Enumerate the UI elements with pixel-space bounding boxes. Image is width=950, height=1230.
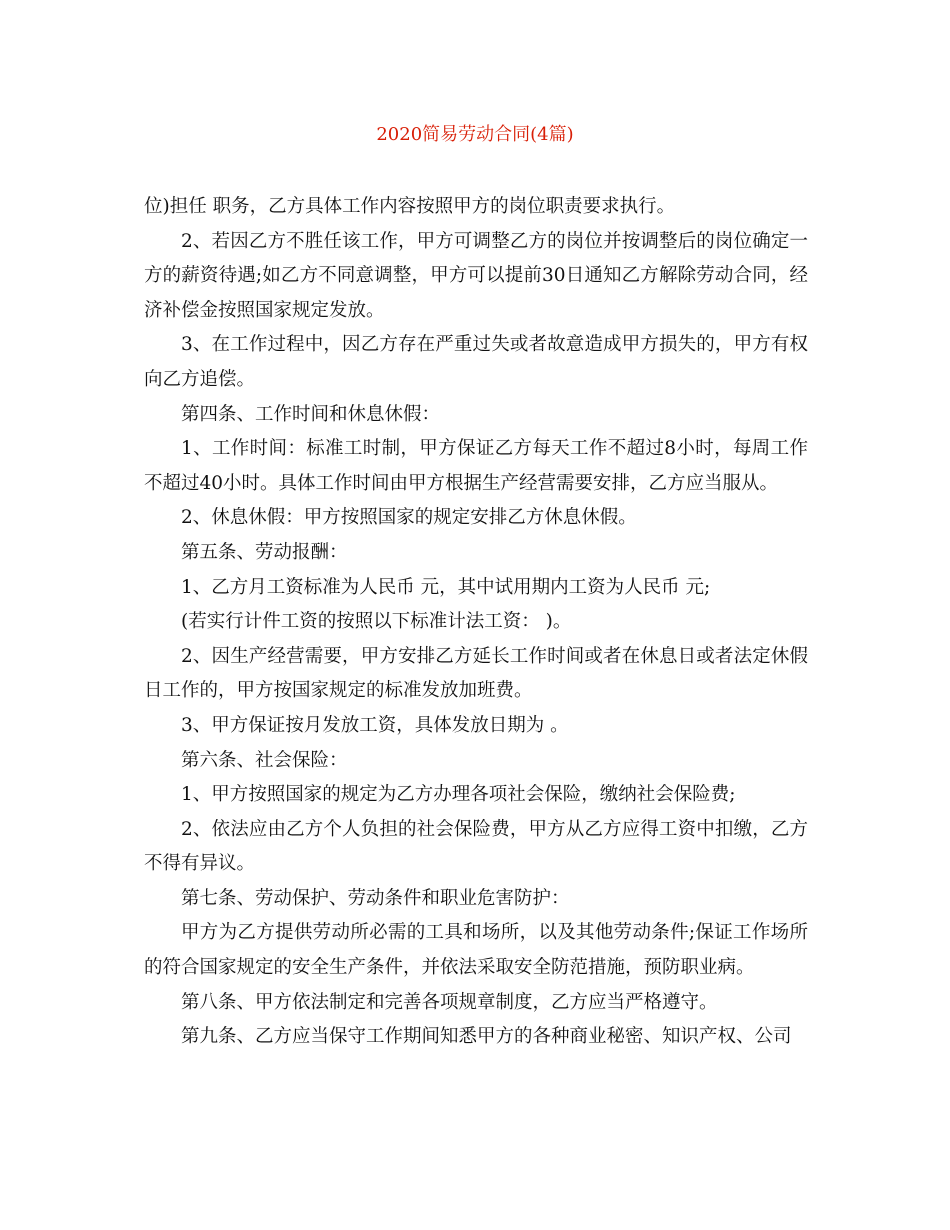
section-heading: 第七条、劳动保护、劳动条件和职业危害防护： xyxy=(181,887,570,909)
section-heading: 第四条、工作时间和休息休假： xyxy=(181,403,441,425)
section-heading: 第八条、甲方依法制定和完善各项规章制度，乙方应当严格遵守。 xyxy=(181,991,718,1013)
paragraph: 3、甲方保证按月发放工资，具体发放日期为 。 xyxy=(181,714,569,736)
paragraph: 2、因生产经营需要，甲方安排乙方延长工作时间或者在休息日或者法定休假日工作的，甲方按国家规定的标准发放加班费。 xyxy=(144,645,808,702)
paragraph: 3、在工作过程中，因乙方存在严重过失或者故意造成甲方损失的，甲方有权向乙方追偿。 xyxy=(144,334,808,390)
paragraph: (若实行计件工资的按照以下标准计法工资： )。 xyxy=(181,611,572,633)
paragraph: 位)担任 职务，乙方具体工作内容按照甲方的岗位职责要求执行。 xyxy=(144,196,676,217)
section-heading: 第五条、劳动报酬： xyxy=(181,541,348,563)
document-title: 2020简易劳动合同(4篇) xyxy=(376,124,574,145)
paragraph: 1、乙方月工资标准为人民币 元，其中试用期内工资为人民币 元; xyxy=(181,576,711,598)
paragraph: 1、工作时间：标准工时制，甲方保证乙方每天工作不超过8小时，每周工作不超过40小时。具体工作时间由甲方根据生产经营需要安排，乙方应当服从。 xyxy=(144,438,808,494)
document-body xyxy=(144,190,808,1055)
paragraph: 2、若因乙方不胜任该工作，甲方可调整乙方的岗位并按调整后的岗位确定一方的薪资待遇;如乙方不同意调整，甲方可以提前30日通知乙方解除劳动合同，经济补偿金按照国家规定发放。 xyxy=(144,230,808,321)
paragraph: 甲方为乙方提供劳动所必需的工具和场所，以及其他劳动条件;保证工作场所的符合国家规定的安全生产条件，并依法采取安全防范措施，预防职业病。 xyxy=(144,922,808,979)
paragraph: 2、依法应由乙方个人负担的社会保险费，甲方从乙方应得工资中扣缴，乙方不得有异议。 xyxy=(144,818,808,875)
paragraph: 2、休息休假：甲方按照国家的规定安排乙方休息休假。 xyxy=(181,507,637,529)
section-heading: 第九条、乙方应当保守工作期间知悉甲方的各种商业秘密、知识产权、公司 xyxy=(181,1026,792,1048)
section-heading: 第六条、社会保险： xyxy=(181,749,348,771)
paragraph: 1、甲方按照国家的规定为乙方办理各项社会保险，缴纳社会保险费; xyxy=(181,784,736,806)
